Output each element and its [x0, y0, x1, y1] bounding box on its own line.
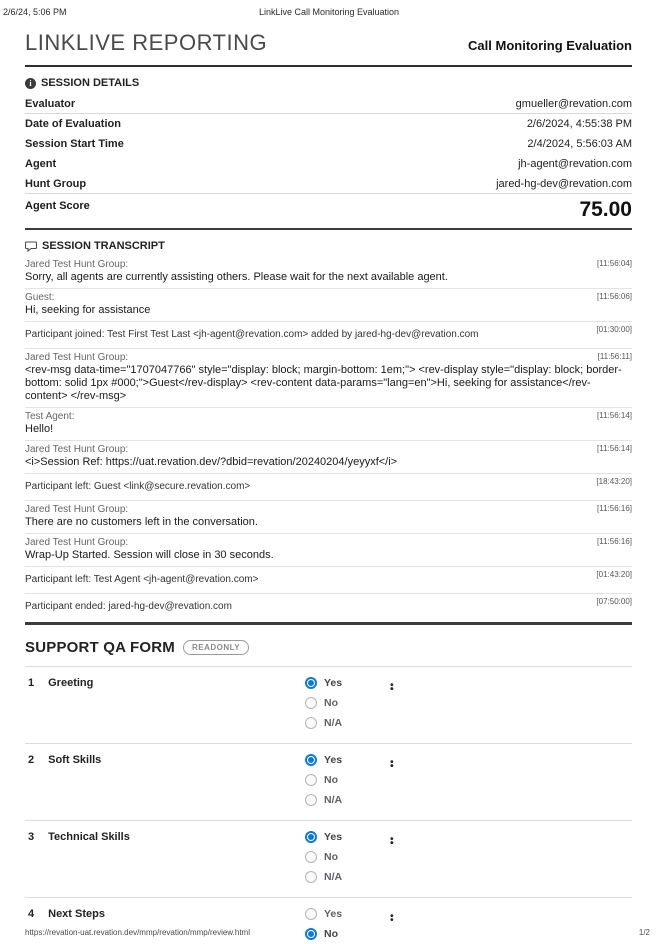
radio-icon[interactable] — [305, 851, 317, 863]
question-heading — [25, 677, 305, 729]
info-icon: i — [25, 78, 36, 89]
radio-label: Yes — [324, 754, 343, 766]
qa-question — [25, 820, 632, 897]
transcript-timestamp: [11:56:14] — [597, 411, 632, 420]
radio-option[interactable] — [305, 717, 342, 729]
transcript-message: Hi, seeking for assistance — [25, 304, 151, 316]
radio-icon[interactable] — [305, 774, 317, 786]
transcript-message: Participant ended: jared-hg-dev@revation.com — [25, 601, 232, 612]
radio-label: N/A — [324, 871, 343, 883]
radio-label: No — [324, 774, 338, 786]
radio-option[interactable] — [305, 908, 342, 920]
agent-score-value: 75.00 — [579, 198, 632, 221]
transcript-message: Participant joined: Test First Test Last <jh-agent@revation.com> added by jared-hg-dev@revation.com — [25, 329, 479, 340]
question-number: 3 — [28, 831, 35, 843]
transcript-speaker: Test Agent: — [25, 411, 75, 422]
session-details-section — [25, 76, 632, 230]
radio-label: Yes — [324, 831, 343, 843]
transcript-speaker: Jared Test Hunt Group: — [25, 352, 129, 363]
transcript-timestamp: [18:43:20] — [596, 477, 632, 486]
transcript-timestamp: [01:43:20] — [596, 570, 632, 579]
radio-group — [305, 908, 388, 940]
transcript-message: Hello! — [25, 423, 54, 435]
criteria-list — [388, 677, 632, 729]
radio-icon[interactable] — [305, 754, 317, 766]
detail-label: Date of Evaluation — [25, 118, 121, 130]
transcript-header — [25, 239, 632, 253]
detail-value: jared-hg-dev@revation.com — [496, 177, 632, 190]
transcript-timestamp: [11:56:11] — [597, 352, 632, 361]
detail-value: 2/6/2024, 4:55:38 PM — [526, 118, 632, 130]
detail-row — [25, 94, 632, 114]
question-number: 4 — [28, 908, 35, 920]
transcript-message: There are no customers left in the conversation. — [25, 516, 258, 528]
question-heading — [25, 754, 305, 806]
question-title: Technical Skills — [48, 831, 130, 843]
transcript-message: <i>Session Ref: https://uat.revation.dev/?dbid=revation/20240204/yeyyxf</i> — [25, 456, 398, 468]
detail-label: Evaluator — [25, 97, 76, 110]
session-details-title: SESSION DETAILS — [41, 77, 140, 89]
transcript-message: Wrap-Up Started. Session will close in 30 seconds. — [25, 549, 274, 561]
detail-value: gmueller@revation.com — [515, 97, 632, 110]
radio-icon[interactable] — [305, 831, 317, 843]
transcript-timestamp: [01:30:00] — [596, 325, 632, 334]
radio-icon[interactable] — [305, 871, 317, 883]
print-datetime: 2/6/24, 5:06 PM — [3, 7, 67, 17]
radio-icon[interactable] — [305, 794, 317, 806]
radio-label: No — [324, 697, 338, 709]
qa-form-title: SUPPORT QA FORM — [25, 639, 175, 656]
transcript-entry — [25, 322, 632, 349]
transcript-speaker: Jared Test Hunt Group: — [25, 504, 129, 515]
question-title: Next Steps — [48, 908, 105, 920]
detail-row — [25, 134, 632, 154]
question-heading — [25, 831, 305, 883]
transcript-timestamp: [11:56:16] — [597, 504, 632, 513]
radio-option[interactable] — [305, 871, 342, 883]
qa-form-header — [25, 639, 632, 656]
radio-option[interactable] — [305, 697, 338, 709]
transcript-message: Participant left: Test Agent <jh-agent@revation.com> — [25, 574, 259, 585]
readonly-badge: READONLY — [183, 640, 249, 655]
radio-option[interactable] — [305, 831, 342, 843]
detail-value: 2/4/2024, 5:56:03 AM — [527, 138, 632, 150]
detail-row — [25, 154, 632, 174]
criteria-list — [388, 831, 632, 883]
transcript-entry — [25, 349, 632, 408]
question-title: Greeting — [48, 677, 94, 689]
transcript-message: <rev-msg data-time="1707047766" style="display: block; margin-bottom: 1em;"> <rev-display style="display: block; border-bottom: solid 1px #000;">Guest</rev-display> <rev-content data-params="lang=en">Hi, seeking for assistance</rev-content> </rev-msg> — [25, 364, 622, 402]
transcript-entry — [25, 594, 632, 620]
radio-label: No — [324, 851, 338, 863]
transcript-timestamp: [11:56:06] — [597, 292, 632, 301]
detail-value: jh-agent@revation.com — [518, 158, 632, 170]
question-number: 1 — [28, 677, 35, 689]
report-title: Call Monitoring Evaluation — [468, 38, 632, 53]
chat-bubble-icon — [25, 241, 37, 252]
transcript-entry — [25, 289, 632, 322]
transcript-entry — [25, 567, 632, 594]
criteria-list — [388, 908, 632, 940]
radio-icon[interactable] — [305, 908, 317, 920]
qa-question — [25, 666, 632, 743]
question-number: 2 — [28, 754, 35, 766]
transcript-title: SESSION TRANSCRIPT — [42, 240, 165, 252]
transcript-list — [25, 256, 632, 620]
session-details-header — [25, 76, 632, 90]
question-title: Soft Skills — [48, 754, 102, 766]
radio-label: N/A — [324, 717, 343, 729]
brand-title: LINKLIVE REPORTING — [25, 30, 268, 55]
session-details-list — [25, 94, 632, 194]
agent-score-row — [25, 194, 632, 228]
transcript-speaker: Jared Test Hunt Group: — [25, 444, 129, 455]
transcript-speaker: Jared Test Hunt Group: — [25, 259, 129, 270]
transcript-entry — [25, 474, 632, 501]
transcript-entry — [25, 441, 632, 474]
radio-label: No — [324, 928, 338, 940]
transcript-entry — [25, 408, 632, 441]
transcript-entry — [25, 501, 632, 534]
detail-row — [25, 114, 632, 134]
print-header — [0, 7, 658, 17]
radio-icon[interactable] — [305, 697, 317, 709]
radio-option[interactable] — [305, 928, 338, 940]
transcript-speaker: Guest: — [25, 292, 55, 303]
radio-icon[interactable] — [305, 677, 317, 689]
transcript-timestamp: [07:50:00] — [596, 597, 632, 606]
radio-label: Yes — [324, 677, 343, 689]
radio-option[interactable] — [305, 794, 342, 806]
radio-icon[interactable] — [305, 928, 317, 940]
radio-option[interactable] — [305, 851, 338, 863]
radio-group — [305, 677, 388, 729]
transcript-timestamp: [11:56:04] — [597, 259, 632, 268]
transcript-entry — [25, 256, 632, 289]
radio-option[interactable] — [305, 774, 338, 786]
radio-group — [305, 831, 388, 883]
print-url: https://revation-uat.revation.dev/mmp/revation/mmp/review.html — [25, 928, 250, 937]
detail-row — [25, 174, 632, 194]
criteria-list — [388, 754, 632, 806]
radio-group — [305, 754, 388, 806]
detail-label: Hunt Group — [25, 177, 87, 190]
print-doc-title: LinkLive Call Monitoring Evaluation — [258, 7, 400, 17]
qa-question — [25, 743, 632, 820]
transcript-message: Sorry, all agents are currently assisting others. Please wait for the next available agent. — [25, 271, 448, 283]
transcript-timestamp: [11:56:14] — [597, 444, 632, 453]
detail-label: Agent — [25, 158, 57, 170]
radio-label: Yes — [324, 908, 343, 920]
agent-score-label: Agent Score — [25, 200, 90, 212]
transcript-message: Participant left: Guest <link@secure.revation.com> — [25, 481, 251, 492]
transcript-entry — [25, 534, 632, 567]
qa-question-list — [25, 666, 632, 944]
radio-option[interactable] — [305, 754, 342, 766]
radio-option[interactable] — [305, 677, 342, 689]
page-number: 1/2 — [638, 928, 650, 937]
transcript-timestamp: [11:56:16] — [597, 537, 632, 546]
detail-label: Session Start Time — [25, 138, 124, 150]
report-header — [25, 30, 632, 67]
radio-label: N/A — [324, 794, 343, 806]
radio-icon[interactable] — [305, 717, 317, 729]
transcript-speaker: Jared Test Hunt Group: — [25, 537, 129, 548]
section-divider — [25, 622, 632, 625]
